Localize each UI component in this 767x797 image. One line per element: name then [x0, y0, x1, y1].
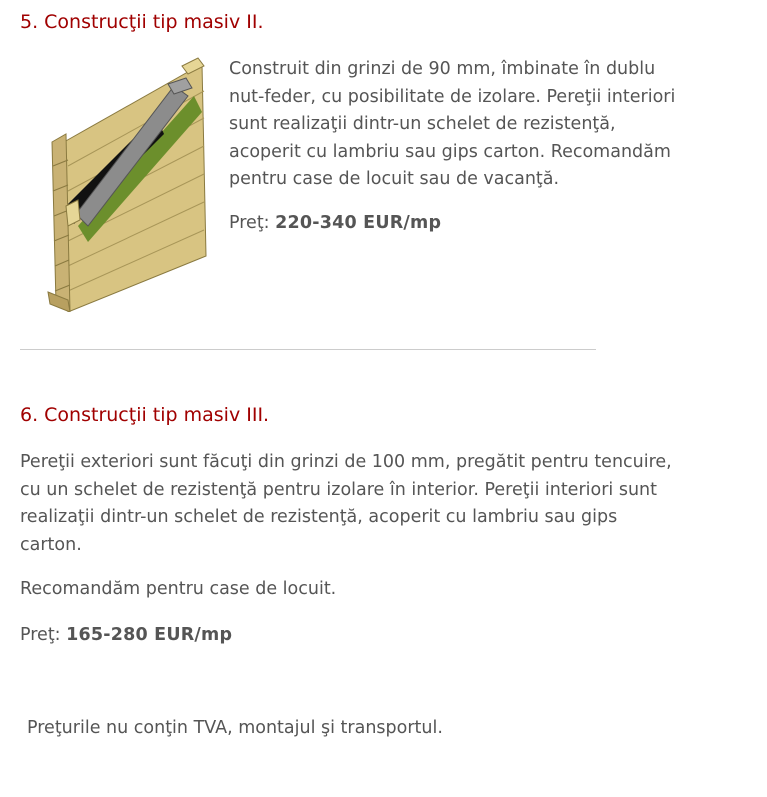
section-5-price-value: 220-340 EUR/mp	[275, 213, 442, 233]
section-6-title: 6. Construcţii tip masiv III.	[20, 404, 270, 426]
footer-price-note: Preţurile nu conţin TVA, montajul şi transportul.	[27, 718, 443, 738]
section-5-line-5: pentru case de locuit sau de vacanţă.	[229, 169, 560, 189]
section-6-line-2: cu un schelet de rezistenţă pentru izolare în interior. Pereţii interiori sunt	[20, 479, 657, 500]
section-5-line-2: nut-feder, cu posibilitate de izolare. Pereţii interiori	[229, 86, 676, 107]
section-5-price	[229, 213, 441, 233]
section-6-price-value: 165-280 EUR/mp	[66, 625, 233, 645]
wall-construction-illustration	[44, 56, 210, 312]
section-5-line-4: acoperit cu lambriu sau gips carton. Recomandăm	[229, 141, 671, 162]
section-5-price-label: Preţ:	[229, 213, 270, 233]
section-6-line-3: realizaţii dintr-un schelet de rezistenţă, acoperit cu lambriu sau gips	[20, 507, 618, 527]
section-6-price	[20, 625, 232, 645]
section-5-line-3: sunt realizaţii dintr-un schelet de rezistenţă,	[229, 114, 616, 134]
section-5-line-1: Construit din grinzi de 90 mm, îmbinate în dublu	[229, 59, 656, 79]
section-6-recommendation: Recomandăm pentru case de locuit.	[20, 579, 337, 599]
section-6-line-4: carton.	[20, 534, 82, 555]
section-divider	[20, 349, 596, 350]
section-6-line-1: Pereţii exteriori sunt făcuţi din grinzi de 100 mm, pregătit pentru tencuire,	[20, 452, 672, 472]
section-5-title: 5. Construcţii tip masiv II.	[20, 11, 264, 33]
section-6-price-label: Preţ:	[20, 625, 61, 645]
